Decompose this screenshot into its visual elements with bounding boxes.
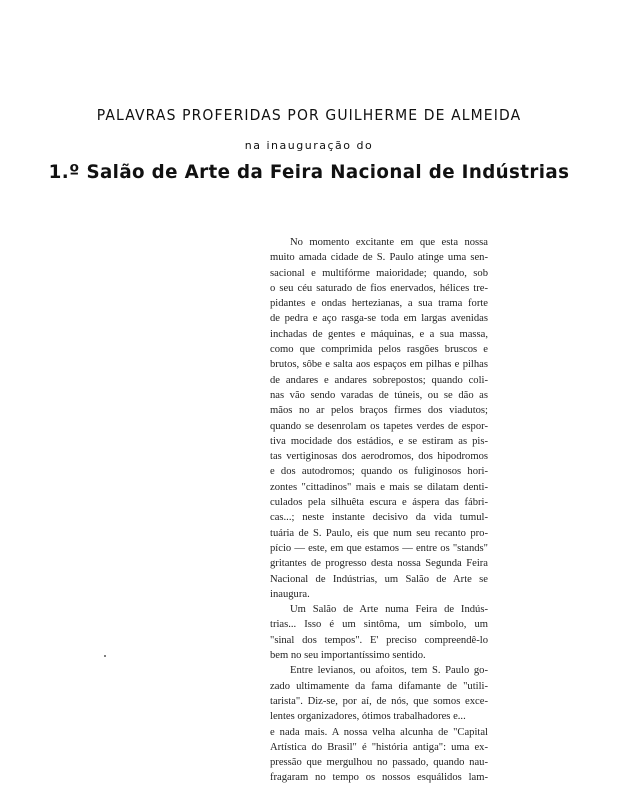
body-line: inchadas de gentes e máquinas, e a sua massa, xyxy=(270,328,488,340)
body-line: culados pela silhuêta escura e áspera das fábri- xyxy=(270,497,488,509)
body-line: No momento excitante em que esta nossa xyxy=(290,237,488,248)
body-line: lentes organizadores, ótimos trabalhadores e... xyxy=(270,711,466,723)
body-line: mãos no ar pelos braços firmes dos viadutos; xyxy=(270,405,488,417)
body-line: pidantes e ondas hertezianas, a sua trama forte xyxy=(270,298,488,310)
body-line: tiva mocidade dos estádios, e se estiram as pis- xyxy=(270,435,488,447)
body-line: sacional e multifórme maioridade; quando, sob xyxy=(270,267,488,279)
body-line: Artística do Brasil" é "história antiga": uma ex- xyxy=(270,741,488,753)
body-line: tuária de S. Paulo, eis que num seu recanto pro- xyxy=(270,527,488,539)
body-line: e nada mais. A nossa velha alcunha de "Capital xyxy=(270,726,488,738)
body-line: quando se desenrolam os tapetes verdes de espor- xyxy=(270,420,488,432)
title-line-3: 1.º Salão de Arte da Feira Nacional de Indústrias xyxy=(48,161,570,183)
body-line: como que comprimida pelos rasgões bruscos e xyxy=(270,344,488,356)
body-line: tas vertiginosas dos aerodromos, dos hipodromos xyxy=(270,451,488,463)
body-line: pressão que mergulhou no passado, quando nau- xyxy=(270,757,488,769)
body-text-column xyxy=(270,235,488,786)
body-line: gritantes de progresso desta nossa Segunda Feira xyxy=(270,558,488,570)
body-line: muito amada cidade de S. Paulo atinge uma sen- xyxy=(270,252,488,264)
body-line: trias... Isso é um sintôma, um símbolo, um xyxy=(270,619,488,631)
body-line: de pedra e aço rasga-se toda em largas avenidas xyxy=(270,313,488,325)
body-line: Um Salão de Arte numa Feira de Indús- xyxy=(290,604,488,616)
body-line: inaugura. xyxy=(270,588,310,600)
body-line: nas vão sendo varadas de túneis, ou se dão as xyxy=(270,389,488,401)
margin-speck xyxy=(104,655,106,657)
body-line: o seu céu saturado de fios enervados, hélices tre- xyxy=(270,282,488,294)
body-line: pício — este, em que estamos — entre os "stands" xyxy=(270,542,488,554)
body-line: tarista". Diz-se, por aí, de nós, que somos exce- xyxy=(270,695,488,707)
body-line: Entre levianos, ou afoitos, tem S. Paulo go- xyxy=(290,665,488,677)
body-line: bem no seu importantíssimo sentido. xyxy=(270,650,426,662)
body-line: zontes "cittadinos" mais e mais se dilatam denti- xyxy=(270,481,488,493)
body-line: "sinal dos tempos". E' preciso compreendê-lo xyxy=(270,634,488,646)
body-line: zado ultimamente da fama difamante de "utili- xyxy=(270,680,488,692)
body-line: e dos autodromos; quando os fuliginosos hori- xyxy=(270,466,488,478)
body-line: de andares e andares sobrepostos; quando coli- xyxy=(270,374,488,386)
title-line-1: PALAVRAS PROFERIDAS POR GUILHERME DE ALMEIDA xyxy=(96,106,522,124)
body-line: fragaram no tempo os nossos esquálidos lam- xyxy=(270,772,488,784)
body-line: brutos, sôbe e salta aos espaços em pilhas e pilhas xyxy=(270,359,488,371)
title-line-2: na inauguração do xyxy=(244,139,374,152)
body-line: Nacional de Indústrias, um Salão de Arte se xyxy=(270,573,488,585)
body-line: cas...; neste instante decisivo da vida tumul- xyxy=(270,512,488,524)
